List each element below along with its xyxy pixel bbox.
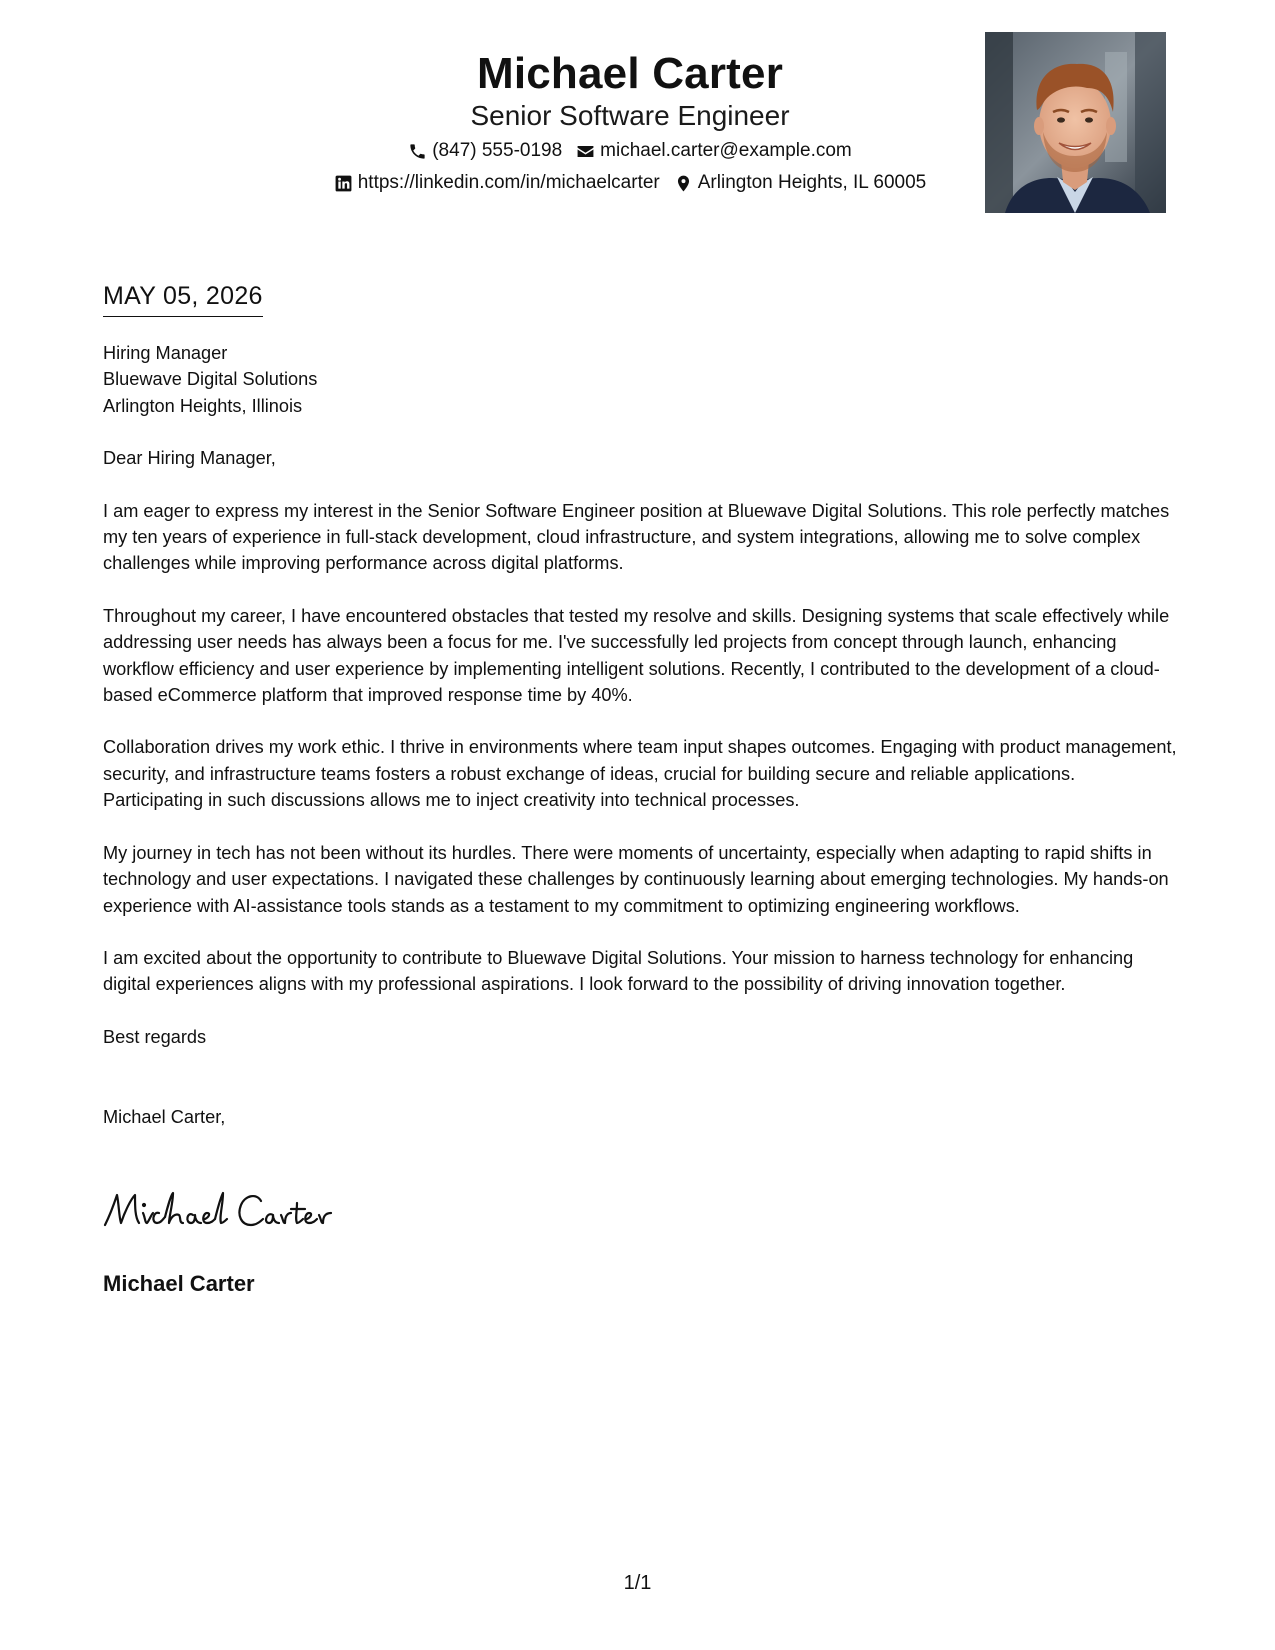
- phone-icon: [408, 142, 427, 161]
- body-paragraph-4: My journey in tech has not been without its hurdles. There were moments of uncertainty, especially when adapting to rapid shifts in technology and user expectations. I navigated these challenges by continuously learning about emerging technologies. My hands-on experience with AI-assistance tools stands as a testament to my commitment to optimizing engineering workflows.: [103, 842, 1169, 916]
- profile-photo: [985, 32, 1166, 213]
- recipient-title: Hiring Manager: [103, 343, 228, 363]
- body-paragraph-1: I am eager to express my interest in the Senior Software Engineer position at Bluewave Digital Solutions. This role perfectly matches my ten years of experience in full-stack development, cloud infrastructure, and system integrations, allowing me to solve complex challenges while improving performance across digital platforms.: [103, 500, 1170, 574]
- letter-header: [280, 48, 980, 196]
- email-contact: [576, 138, 852, 164]
- signature-image: [101, 1183, 341, 1243]
- letter-body: [103, 340, 1178, 1131]
- linkedin-url[interactable]: https://linkedin.com/in/michaelcarter: [357, 172, 660, 193]
- contact-line-2: [280, 170, 980, 196]
- recipient-block: [103, 340, 1178, 419]
- body-paragraph-3: Collaboration drives my work ethic. I thrive in environments where team input shapes outcomes. Engaging with product management, security, and infrastructure teams fosters a robust exchange of ideas, crucial for building secure and reliable applications. Participating in such discussions allows me to inject creativity into technical processes.: [103, 737, 1177, 811]
- contact-line-1: [280, 138, 980, 164]
- closing-phrase: Best regards: [103, 1026, 207, 1047]
- location-text: Arlington Heights, IL 60005: [697, 172, 927, 193]
- phone-number: (847) 555-0198: [432, 140, 563, 161]
- letter-date: MAY 05, 2026: [103, 280, 263, 317]
- signed-name: Michael Carter: [103, 1271, 255, 1296]
- recipient-location: Arlington Heights, Illinois: [103, 395, 303, 416]
- body-paragraph-5: I am excited about the opportunity to contribute to Bluewave Digital Solutions. Your mission to harness technology for enhancing digital experiences aligns with my professional aspirations. I look forward to the possibility of driving innovation together.: [103, 947, 1134, 995]
- envelope-icon: [576, 142, 595, 161]
- phone-contact: [408, 138, 562, 164]
- linkedin-contact: [334, 170, 660, 196]
- handwritten-signature: [101, 1183, 361, 1243]
- page-number: 1/1: [623, 1572, 652, 1594]
- applicant-name: Michael Carter: [476, 49, 784, 98]
- linkedin-icon: [334, 174, 353, 193]
- closing-name: Michael Carter,: [103, 1107, 226, 1128]
- salutation: Dear Hiring Manager,: [103, 448, 276, 469]
- email-address[interactable]: michael.carter@example.com: [600, 140, 852, 161]
- recipient-company: Bluewave Digital Solutions: [103, 369, 318, 390]
- location-contact: [674, 170, 927, 196]
- applicant-title: Senior Software Engineer: [470, 100, 790, 131]
- body-paragraph-2: Throughout my career, I have encountered obstacles that tested my resolve and skills. Designing systems that scale effectively while addressing user needs has always been a focus for me. I've successfully led projects from concept through launch, enhancing workflow efficiency and user experience by implementing intelligent solutions. Recently, I contributed to the development of a cloud-based eCommerce platform that improved response time by 40%.: [103, 605, 1170, 706]
- profile-photo-image: [985, 32, 1166, 213]
- map-pin-icon: [674, 174, 693, 193]
